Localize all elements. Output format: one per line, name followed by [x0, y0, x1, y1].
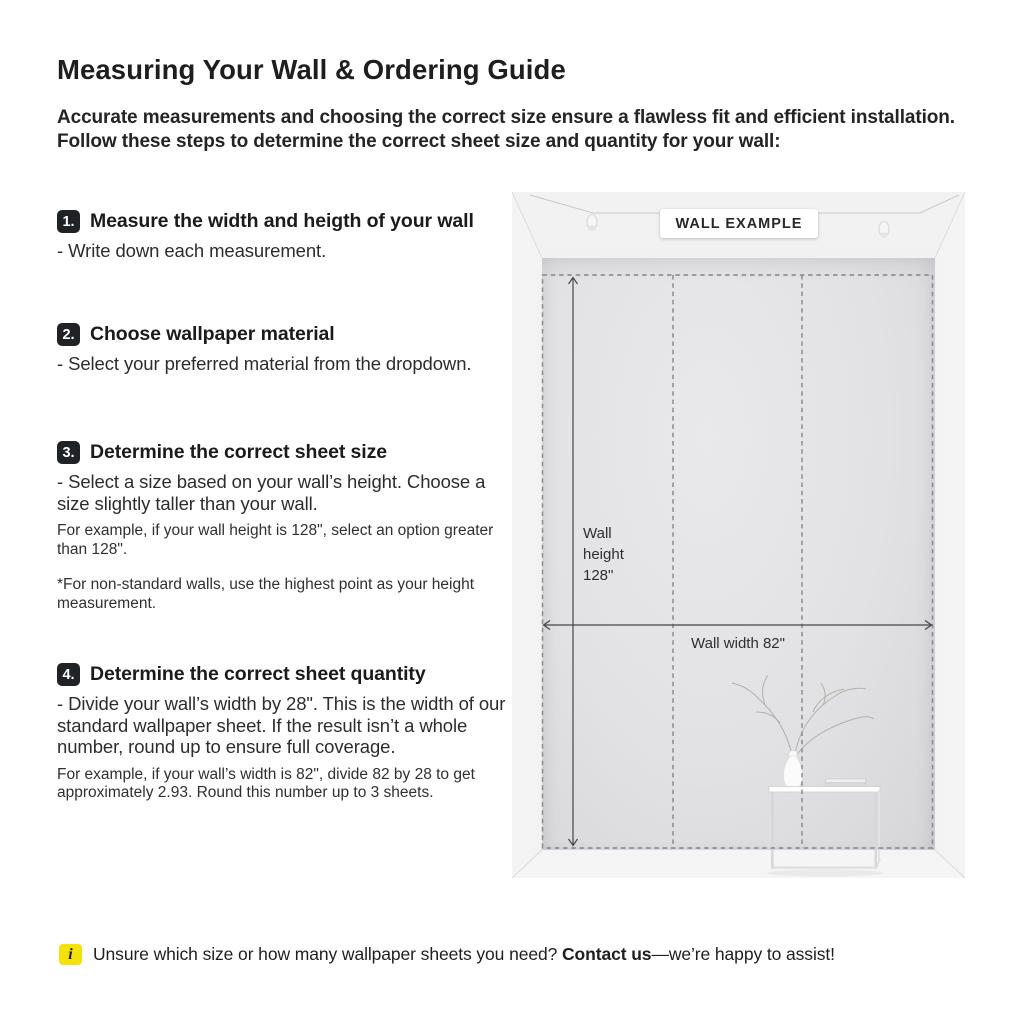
- step-3-example: For example, if your wall height is 128", select an option greater than 128".: [57, 522, 494, 558]
- measurement-overlay: [512, 192, 965, 878]
- step-4-example: For example, if your wall’s width is 82", divide 82 by 28 to get approximately 2.93. Round this number up to 3 sheets.: [57, 765, 475, 801]
- branches-decoration: [732, 675, 874, 760]
- step-4-number-badge: 4.: [57, 663, 80, 686]
- side-table: [767, 787, 883, 877]
- step-3-heading: [57, 441, 513, 464]
- page-title: Measuring Your Wall & Ordering Guide: [57, 54, 566, 85]
- step-3-number-badge: 3.: [57, 441, 80, 464]
- step-4-heading: [57, 663, 513, 686]
- info-icon: i: [59, 944, 82, 965]
- step-3: [57, 441, 513, 613]
- intro-line-1: Accurate measurements and choosing the correct size ensure a flawless fit and efficient installation.: [57, 107, 955, 128]
- step-2-heading: [57, 323, 513, 346]
- step-3-body: - Select a size based on your wall’s height. Choose a size slightly taller than your wall.: [57, 471, 486, 514]
- books-on-table: [823, 779, 868, 786]
- ceiling-spotlight-right: [879, 222, 889, 238]
- wall-example-image: [512, 192, 965, 878]
- intro-line-2: Follow these steps to determine the correct sheet size and quantity for your wall:: [57, 131, 781, 152]
- footer-note: [59, 944, 835, 965]
- floor-corner-lines: [512, 850, 965, 878]
- wall-height-arrow: [569, 278, 578, 846]
- wall-width-label: Wall width 82": [691, 635, 785, 652]
- footer-suffix: —we’re happy to assist!: [651, 944, 835, 964]
- step-3-title: Determine the correct sheet size: [90, 441, 388, 463]
- step-4-body: - Divide your wall’s width by 28". This is the width of our standard wallpaper sheet. If the result isn’t a whole number, round up to ensure full coverage.: [57, 693, 506, 757]
- step-1: [57, 210, 513, 262]
- step-1-title: Measure the width and heigth of your wall: [90, 210, 474, 232]
- step-4: [57, 663, 513, 803]
- vase: [783, 751, 802, 790]
- step-2: [57, 323, 513, 375]
- wall-example-label: WALL EXAMPLE: [660, 209, 818, 238]
- step-2-title: Choose wallpaper material: [90, 323, 335, 345]
- wall-height-label: Wall height 128": [583, 525, 624, 584]
- step-2-number-badge: 2.: [57, 323, 80, 346]
- wall-width-arrow: [544, 621, 932, 630]
- footer-prefix: Unsure which size or how many wallpaper sheets you need?: [93, 944, 562, 964]
- step-3-note: *For non-standard walls, use the highest point as your height measurement.: [57, 576, 475, 612]
- contact-us-link[interactable]: Contact us: [562, 944, 652, 964]
- ceiling-spotlight-left: [587, 215, 597, 231]
- step-1-number-badge: 1.: [57, 210, 80, 233]
- step-1-heading: [57, 210, 513, 233]
- intro-text: [57, 106, 955, 154]
- footer-text: [93, 944, 835, 965]
- step-4-title: Determine the correct sheet quantity: [90, 663, 426, 685]
- step-2-body: - Select your preferred material from the dropdown.: [57, 353, 472, 374]
- step-1-body: - Write down each measurement.: [57, 240, 327, 261]
